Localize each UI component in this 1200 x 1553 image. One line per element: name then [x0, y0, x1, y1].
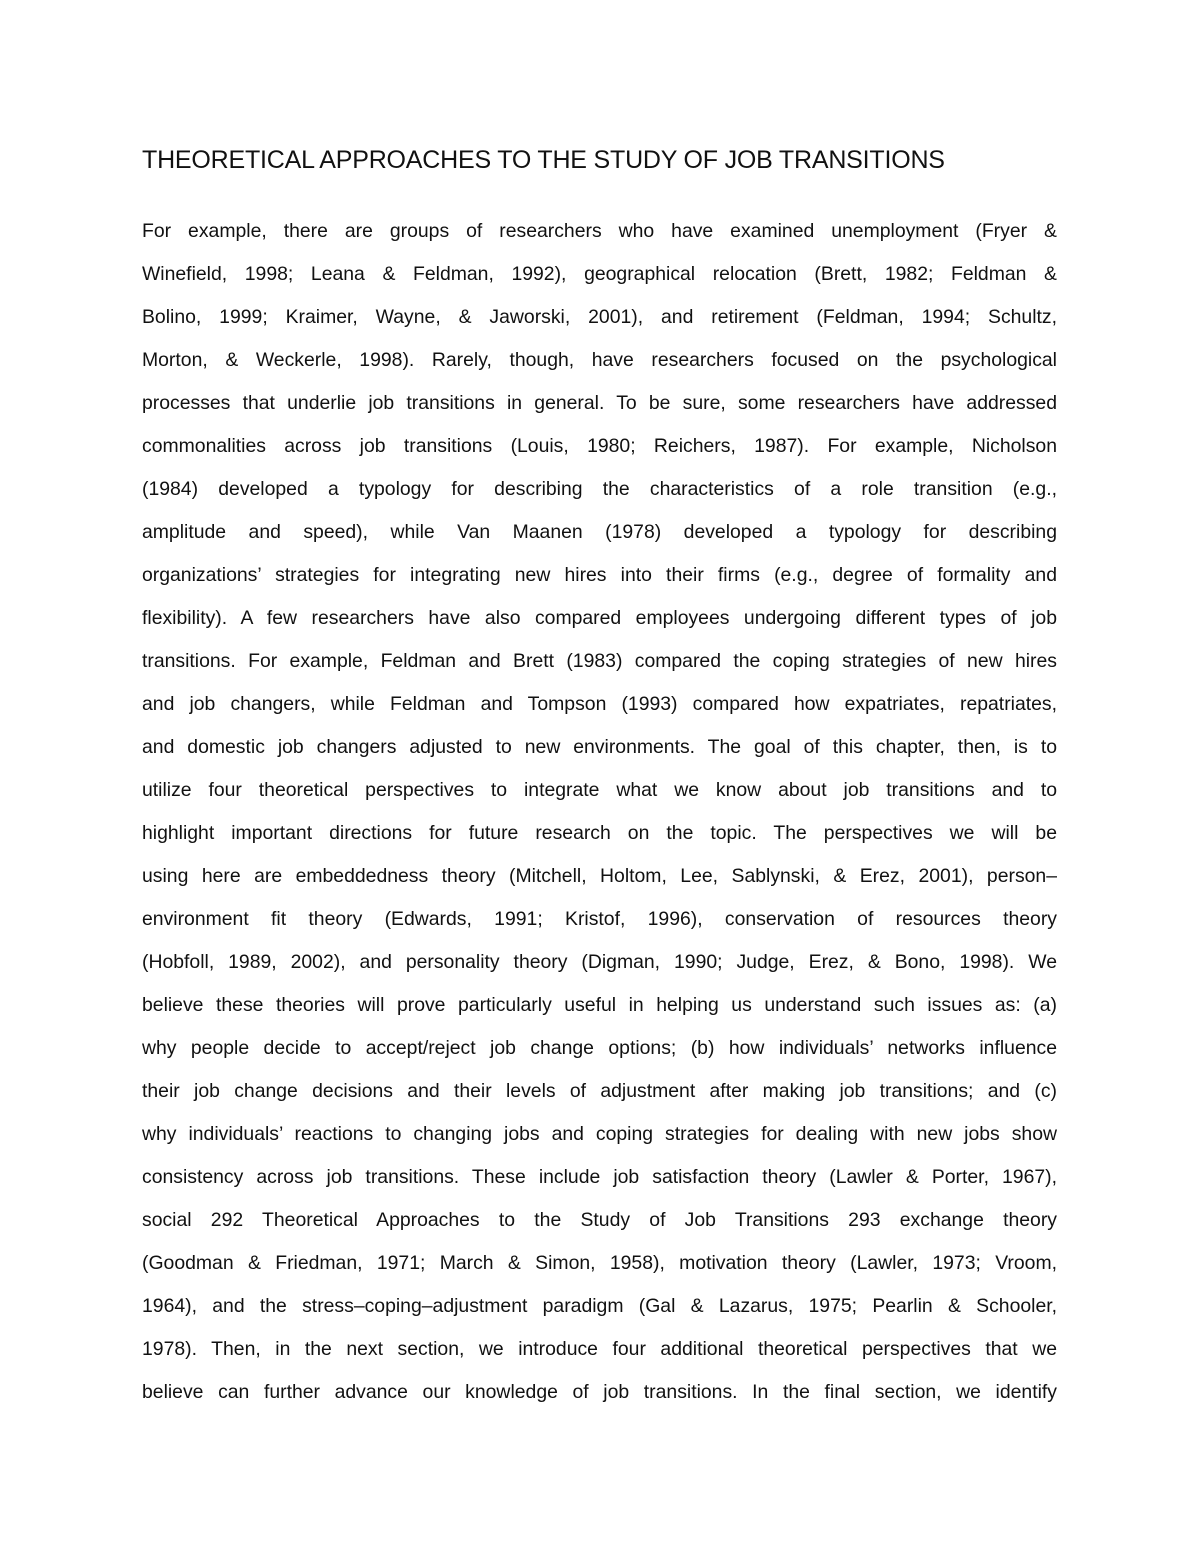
text-line: why individuals’ reactions to changing jobs and coping strategies for dealing with new jobs show: [142, 1123, 1057, 1145]
text-line: 1978). Then, in the next section, we introduce four additional theoretical perspectives that we: [142, 1338, 1057, 1360]
text-line: utilize four theoretical perspectives to integrate what we know about job transitions and to: [142, 779, 1057, 801]
text-line: their job change decisions and their levels of adjustment after making job transitions; and (c): [142, 1080, 1057, 1102]
text-line: transitions. For example, Feldman and Brett (1983) compared the coping strategies of new hires: [142, 650, 1057, 672]
text-line: consistency across job transitions. These include job satisfaction theory (Lawler & Porter, 1967),: [142, 1166, 1057, 1188]
text-line: why people decide to accept/reject job change options; (b) how individuals’ networks influence: [142, 1037, 1057, 1059]
text-line: and job changers, while Feldman and Tompson (1993) compared how expatriates, repatriates,: [142, 693, 1057, 715]
text-line: For example, there are groups of researchers who have examined unemployment (Fryer &: [142, 220, 1057, 242]
text-line: and domestic job changers adjusted to new environments. The goal of this chapter, then, is to: [142, 736, 1057, 758]
text-line: flexibility). A few researchers have also compared employees undergoing different types of job: [142, 607, 1057, 629]
text-line: (Goodman & Friedman, 1971; March & Simon, 1958), motivation theory (Lawler, 1973; Vroom,: [142, 1252, 1057, 1274]
text-line: (Hobfoll, 1989, 2002), and personality theory (Digman, 1990; Judge, Erez, & Bono, 1998). We: [142, 951, 1057, 973]
document-title: THEORETICAL APPROACHES TO THE STUDY OF JOB TRANSITIONS: [142, 146, 945, 174]
text-line: social 292 Theoretical Approaches to the Study of Job Transitions 293 exchange theory: [142, 1209, 1057, 1231]
text-line: environment fit theory (Edwards, 1991; Kristof, 1996), conservation of resources theory: [142, 908, 1057, 930]
text-line: amplitude and speed), while Van Maanen (1978) developed a typology for describing: [142, 521, 1057, 543]
text-line: Morton, & Weckerle, 1998). Rarely, though, have researchers focused on the psychological: [142, 349, 1057, 371]
text-line: Bolino, 1999; Kraimer, Wayne, & Jaworski, 2001), and retirement (Feldman, 1994; Schultz,: [142, 306, 1057, 328]
text-line: believe can further advance our knowledge of job transitions. In the final section, we identify: [142, 1381, 1057, 1403]
text-line: using here are embeddedness theory (Mitchell, Holtom, Lee, Sablynski, & Erez, 2001), person–: [142, 865, 1057, 887]
text-line: highlight important directions for future research on the topic. The perspectives we will be: [142, 822, 1057, 844]
text-line: commonalities across job transitions (Louis, 1980; Reichers, 1987). For example, Nicholson: [142, 435, 1057, 457]
text-line: processes that underlie job transitions in general. To be sure, some researchers have addressed: [142, 392, 1057, 414]
text-line: organizations’ strategies for integrating new hires into their firms (e.g., degree of formality and: [142, 564, 1057, 586]
text-line: 1964), and the stress–coping–adjustment paradigm (Gal & Lazarus, 1975; Pearlin & Schooler,: [142, 1295, 1057, 1317]
text-line: believe these theories will prove particularly useful in helping us understand such issues as: (a): [142, 994, 1057, 1016]
text-line: (1984) developed a typology for describing the characteristics of a role transition (e.g.,: [142, 478, 1057, 500]
text-line: Winefield, 1998; Leana & Feldman, 1992), geographical relocation (Brett, 1982; Feldman &: [142, 263, 1057, 285]
